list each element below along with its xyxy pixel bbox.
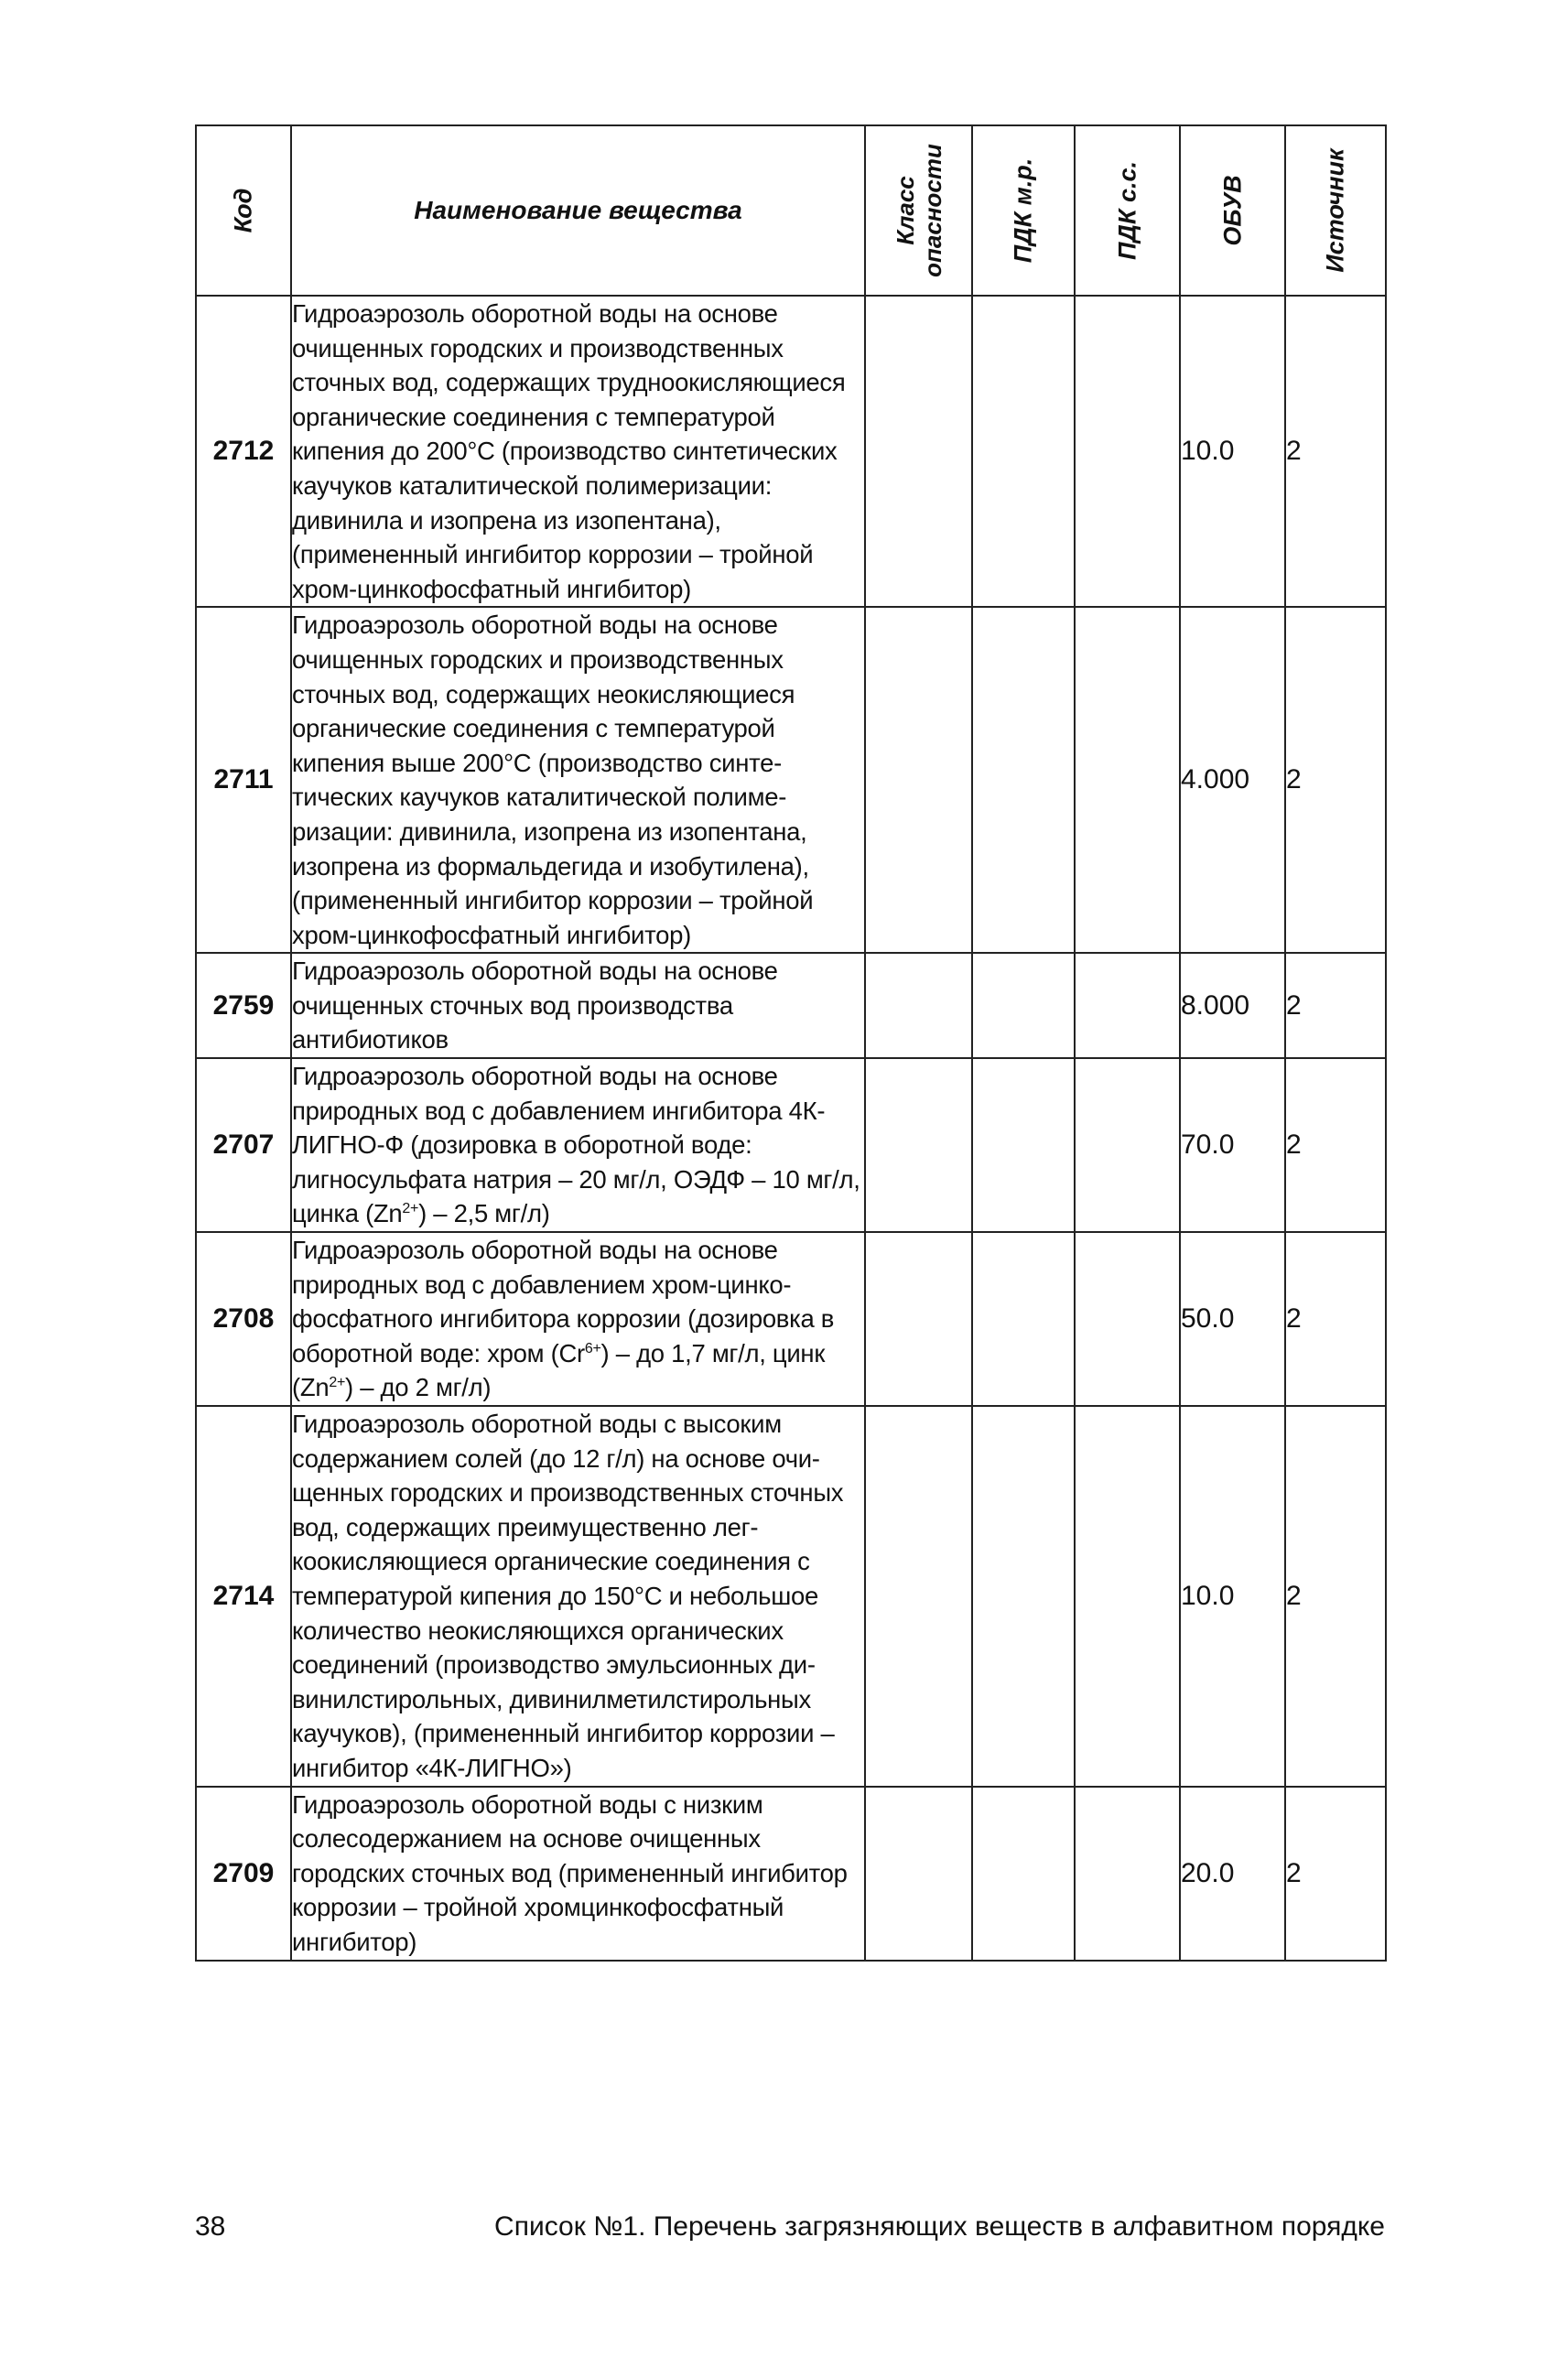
source-value: 2 — [1285, 953, 1386, 1058]
hazard-class-value — [865, 1787, 972, 1961]
table-row — [196, 607, 1386, 953]
pdk-mr-value — [972, 1058, 1075, 1232]
header-name: Наименование вещества — [291, 125, 865, 296]
obuv-value: 8.000 — [1180, 953, 1285, 1058]
table-row — [196, 1787, 1386, 1961]
header-hazard-class: Класс опасности — [865, 125, 972, 296]
pdk-ss-value — [1075, 1787, 1180, 1961]
pdk-ss-value — [1075, 1232, 1180, 1406]
page-number: 38 — [195, 2211, 226, 2242]
pdk-mr-value — [972, 296, 1075, 607]
substance-code: 2712 — [196, 296, 291, 607]
substance-code: 2714 — [196, 1406, 291, 1787]
substance-name: Гидроаэрозоль оборотной воды с низким солесодержанием на основе очищенных городских сточных вод (примененный ингибитор коррозии – тройной хромцинкофосфатный ингибитор) — [291, 1787, 865, 1961]
hazard-class-value — [865, 607, 972, 953]
table-row — [196, 953, 1386, 1058]
header-pdk-ss: ПДК с.с. — [1075, 125, 1180, 296]
table-row — [196, 1406, 1386, 1787]
obuv-value: 50.0 — [1180, 1232, 1285, 1406]
pdk-ss-value — [1075, 607, 1180, 953]
substance-code: 2759 — [196, 953, 291, 1058]
substance-code: 2711 — [196, 607, 291, 953]
header-pdk-mr: ПДК м.р. — [972, 125, 1075, 296]
table-row — [196, 1232, 1386, 1406]
source-value: 2 — [1285, 607, 1386, 953]
substance-code: 2707 — [196, 1058, 291, 1232]
header-source: Источник — [1285, 125, 1386, 296]
table-header-row — [196, 125, 1386, 296]
table-row — [196, 296, 1386, 607]
pdk-mr-value — [972, 607, 1075, 953]
obuv-value: 70.0 — [1180, 1058, 1285, 1232]
pdk-ss-value — [1075, 1406, 1180, 1787]
pdk-mr-value — [972, 1406, 1075, 1787]
substance-code: 2708 — [196, 1232, 291, 1406]
pdk-ss-value — [1075, 953, 1180, 1058]
hazard-class-value — [865, 1406, 972, 1787]
hazard-class-value — [865, 296, 972, 607]
hazard-class-value — [865, 1232, 972, 1406]
substances-table — [195, 124, 1387, 1962]
obuv-value: 10.0 — [1180, 1406, 1285, 1787]
substance-name: Гидроаэрозоль оборотной воды с высоким содержанием солей (до 12 г/л) на основе очищенных городских и производственных сточных вод, содержащих преимущественно легкоокисляющиеся органические соединения с температурой кипения до 150°С и небольшое количество неокисляющихся органических соединений (производство эмульсионных дивинилстирольных, дивинилметилстирольных каучуков), (примененный ингибитор коррозии – ингибитор «4К-ЛИГНО») — [291, 1406, 865, 1787]
pdk-ss-value — [1075, 1058, 1180, 1232]
pdk-ss-value — [1075, 296, 1180, 607]
substance-name: Гидроаэрозоль оборотной воды на основе очищенных городских и производственных сточных вод, содержащих неокисляющиеся органические соединения с температурой кипения выше 200°С (производство синтетических каучуков каталитической полимеризации: дивинила, изопрена из изопентана, изопрена из формальдегида и изобутилена), (примененный ингибитор коррозии – тройной хром-цинкофосфатный ингибитор) — [291, 607, 865, 953]
source-value: 2 — [1285, 1787, 1386, 1961]
source-value: 2 — [1285, 1232, 1386, 1406]
obuv-value: 10.0 — [1180, 296, 1285, 607]
header-code: Код — [196, 125, 291, 296]
substance-name: Гидроаэрозоль оборотной воды на основе очищенных городских и производственных сточных вод, содержащих трудноокисляющиеся органические соединения с температурой кипения до 200°С (производство синтетических каучуков каталитической полимеризации: дивинила и изопрена из изопентана), (примененный ингибитор коррозии – тройной хром-цинкофосфатный ингибитор) — [291, 296, 865, 607]
pdk-mr-value — [972, 1232, 1075, 1406]
hazard-class-value — [865, 953, 972, 1058]
substance-code: 2709 — [196, 1787, 291, 1961]
substance-name: Гидроаэрозоль оборотной воды на основе природных вод с добавлением ингибитора 4К-ЛИГНО-Ф (дозировка в оборотной воде: лигносульфата натрия – 20 мг/л, ОЭДФ – 10 мг/л, цинка $(Zn^{2+}) - 2,5$ мг/л) — [291, 1058, 865, 1232]
pdk-mr-value — [972, 953, 1075, 1058]
source-value: 2 — [1285, 296, 1386, 607]
source-value: 2 — [1285, 1406, 1386, 1787]
obuv-value: 20.0 — [1180, 1787, 1285, 1961]
source-value: 2 — [1285, 1058, 1386, 1232]
pdk-mr-value — [972, 1787, 1075, 1961]
table-row — [196, 1058, 1386, 1232]
substance-name: Гидроаэрозоль оборотной воды на основе природных вод с добавлением хром-цинкофосфатного ингибитора коррозии (дозировка в оборотной воде: хром $(Cr^{6+})$ – до 1,7 мг/л, цинк $(Zn^{2+})$ – до 2 мг/л) — [291, 1232, 865, 1406]
obuv-value: 4.000 — [1180, 607, 1285, 953]
hazard-class-value — [865, 1058, 972, 1232]
substance-name: Гидроаэрозоль оборотной воды на основе очищенных сточных вод производства антибиотиков — [291, 953, 865, 1058]
page-footer-title: Список №1. Перечень загрязняющих веществ в алфавитном порядке — [494, 2211, 1385, 2242]
header-obuv: ОБУВ — [1180, 125, 1285, 296]
